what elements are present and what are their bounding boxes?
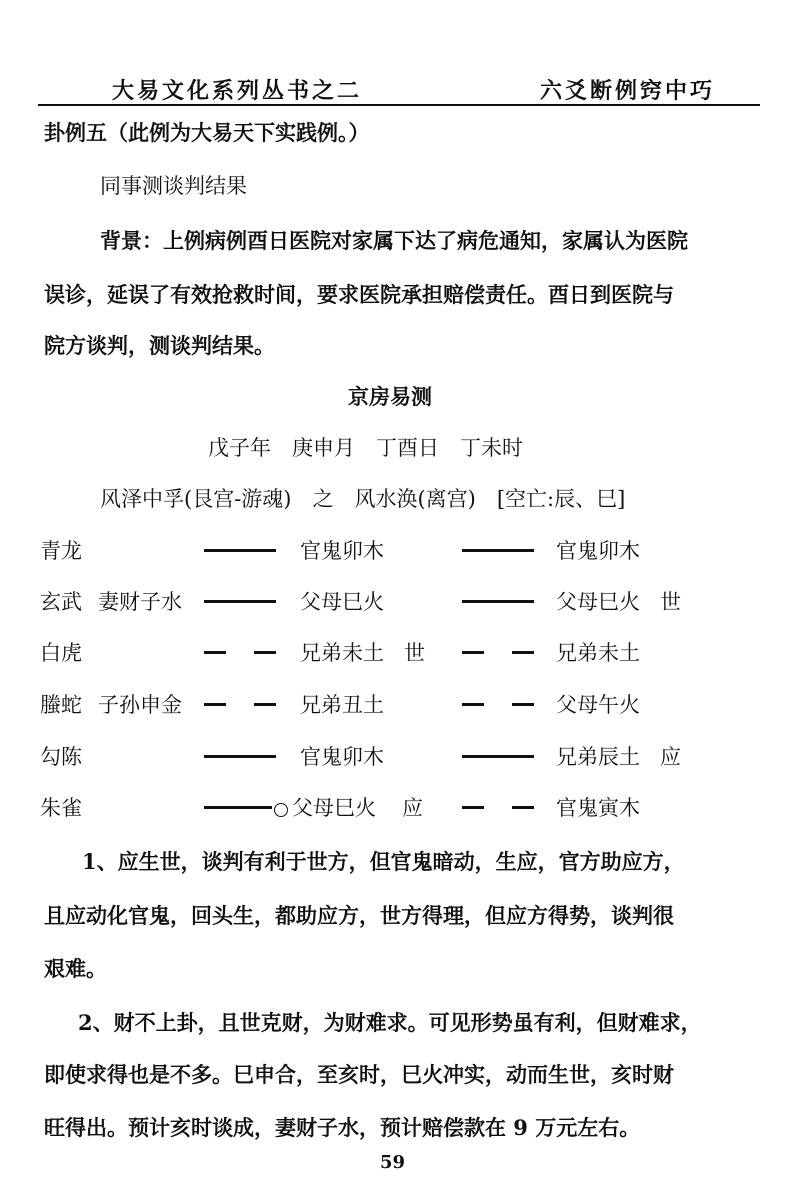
shi-ying-mark: 应 [402,796,423,820]
background-line: 背景：上例病例酉日医院对家属下达了病危通知，家属认为医院 [100,228,688,253]
yin-line [204,703,276,706]
shi-ying-mark: 世 [660,590,681,614]
six-god-label: 勾陈 [40,745,82,769]
yang-line [204,755,276,758]
header-rule [38,104,760,106]
changed-line-label: 官鬼寅木 [556,796,640,820]
method-title: 京房易测 [348,384,432,409]
analysis-line: 即使求得也是不多。巳申合，至亥时，巳火冲实，动而生世，亥时财 [44,1062,674,1087]
running-header-right: 六爻断例窍中巧 [540,78,716,104]
background-line: 院方谈判，测谈判结果。 [44,333,275,358]
yin-line [462,806,534,809]
fushen-label: 妻财子水 [98,590,182,614]
yang-line [462,600,534,603]
yang-line [204,600,276,603]
original-line-label: 父母巳火 [292,796,376,820]
moving-line-circle-icon [274,799,290,818]
yang-line [204,806,272,809]
original-line-label: 官鬼卯木 [300,745,384,769]
running-header-left: 大易文化系列丛书之二 [112,78,363,104]
shi-ying-mark: 应 [660,745,681,769]
changed-line-label: 父母午火 [556,693,640,717]
changed-line-label: 父母巳火 [556,590,640,614]
fushen-label: 子孙申金 [98,693,182,717]
six-god-label: 朱雀 [40,796,82,820]
original-line-label: 父母巳火 [300,590,384,614]
original-line-label: 兄弟未土 [300,641,384,665]
changed-line-label: 兄弟未土 [556,641,640,665]
date-line: 戊子年 庚申月 丁酉日 丁未时 [208,436,523,460]
six-god-label: 白虎 [40,641,82,665]
yang-line [462,549,534,552]
case-title: 卦例五（此例为大易天下实践例。） [44,120,370,145]
six-god-label: 青龙 [40,539,82,563]
analysis-line: 艰难。 [44,956,107,981]
changed-line-label: 兄弟辰土 [556,745,640,769]
yin-line [462,651,534,654]
analysis-line: 且应动化官鬼，回头生，都助应方，世方得理，但应方得势，谈判很 [44,903,674,928]
shi-ying-mark: 世 [404,641,425,665]
analysis-line: 1、应生世，谈判有利于世方，但官鬼暗动，生应，官方助应方， [82,849,685,874]
background-line: 误诊，延误了有效抢救时间，要求医院承担赔偿责任。酉日到医院与 [44,282,674,307]
page-number: 59 [380,1152,406,1173]
analysis-line: 2、财不上卦，且世克财，为财难求。可见形势虽有利，但财难求， [78,1010,702,1035]
six-god-label: 螣蛇 [40,693,82,717]
analysis-line: 旺得出。预计亥时谈成，妻财子水，预计赔偿款在 9 万元左右。 [44,1115,641,1140]
yin-line [462,703,534,706]
yin-line [204,651,276,654]
six-god-label: 玄武 [40,590,82,614]
gua-line: 风泽中孚(艮宫-游魂) 之 风水涣(离宫) [空亡:辰、巳] [100,487,626,511]
yang-line [204,549,276,552]
original-line-label: 兄弟丑土 [300,693,384,717]
case-subject: 同事测谈判结果 [100,174,247,198]
changed-line-label: 官鬼卯木 [556,539,640,563]
yang-line [462,755,534,758]
original-line-label: 官鬼卯木 [300,539,384,563]
